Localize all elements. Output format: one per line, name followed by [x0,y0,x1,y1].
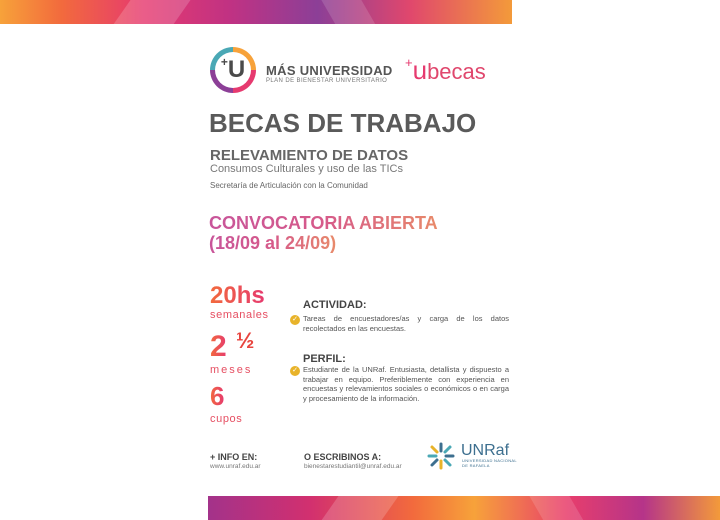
subtitle: RELEVAMIENTO DE DATOS [210,147,409,164]
department-line: Secretaría de Articulación con la Comunidad [210,181,368,190]
info-heading: + INFO EN: [210,452,258,462]
mas-universidad-title: MÁS UNIVERSIDAD [266,63,393,78]
activity-text: Tareas de encuestadores/as y carga de los datos recolectados en las encuestas. [303,314,509,333]
page-title: BECAS DE TRABAJO [209,108,477,138]
top-decorative-band [0,0,512,24]
bottom-decorative-band [208,496,720,520]
check-icon: ✓ [290,315,300,325]
spots-label: cupos [210,413,243,425]
activity-heading: ACTIVIDAD: [303,299,367,311]
unraf-logo-icon [427,442,455,470]
mas-universidad-subtitle: PLAN DE BIENESTAR UNIVERSITARIO [266,78,388,84]
months-fraction: ½ [236,328,255,353]
call-heading: CONVOCATORIA ABIERTA [209,213,438,233]
profile-text: Estudiante de la UNRaf. Entusiasta, detallista y dispuesto a trabajar en equipo. Preferiblemente con experiencia en encuestas y relevamientos sociales o económicos o en carga y procesamiento de la información. [303,365,509,403]
mas-universidad-logo-icon: +U [210,47,256,93]
topic-line: Consumos Culturales y uso de las TICs [210,163,403,175]
months-value: 2 [210,330,227,363]
check-icon: ✓ [290,366,300,376]
hours-value: 20hs [210,282,265,309]
spots-value: 6 [210,381,225,411]
email-heading: O ESCRIBINOS A: [304,452,382,462]
email-link[interactable]: bienestarestudiantil@unraf.edu.ar [304,463,402,470]
unraf-name: UNRaf [461,442,510,459]
becas-logo: +ubecas [405,55,486,85]
unraf-subtitle: UNIVERSIDAD NACIONAL DE RAFAELA [462,458,517,468]
info-link[interactable]: www.unraf.edu.ar [210,463,261,470]
call-dates: (18/09 al 24/09) [209,233,337,253]
months-label: meses [210,364,253,376]
hours-label: semanales [210,309,269,321]
profile-heading: PERFIL: [303,353,346,365]
